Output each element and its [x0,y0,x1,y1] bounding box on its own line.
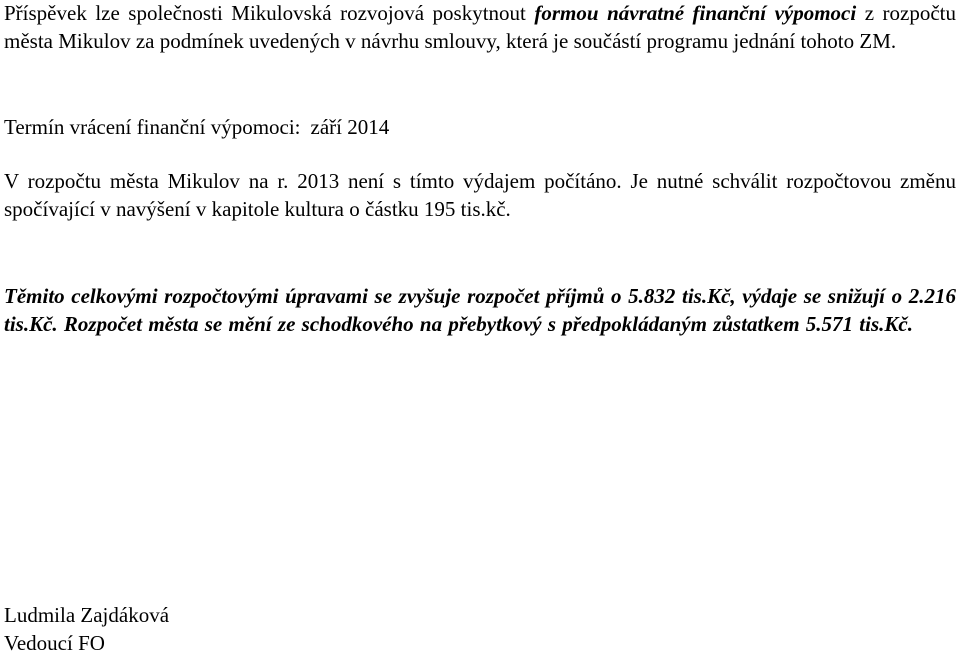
paragraph-contribution-text-a: Příspěvek lze společnosti Mikulovská rozvojová poskytnout [4,1,535,25]
paragraph-summary: Těmito celkovými rozpočtovými úpravami se zvyšuje rozpočet příjmů o 5.832 tis.Kč, výdaje se snižují o 2.216 tis.Kč. Rozpočet města se mění ze schodkového na přebytkový s předpokládaným zůstatkem 5.571 tis.Kč. [4,284,956,336]
paragraph-budget: V rozpočtu města Mikulov na r. 2013 není s tímto výdajem počítáno. Je nutné schválit rozpočtovou změnu spočívající v navýšení v kapitole kultura o částku 195 tis.kč. [4,169,956,221]
paragraph-contribution-emphasis: formou návratné finanční výpomoci [534,1,857,25]
paragraph-contribution-text-b: z rozpočtu města Mikulov za podmínek uvedených v návrhu smlouvy, která je součástí programu jednání tohoto ZM. [4,1,956,53]
signature-name: Ludmila Zajdáková [4,603,170,627]
paragraph-contribution [4,0,956,55]
signature-role: Vedoucí FO [4,631,105,655]
repayment-term-value: září 2014 [310,115,390,139]
repayment-term [4,114,956,142]
repayment-term-label: Termín vrácení finanční výpomoci: [4,115,301,139]
